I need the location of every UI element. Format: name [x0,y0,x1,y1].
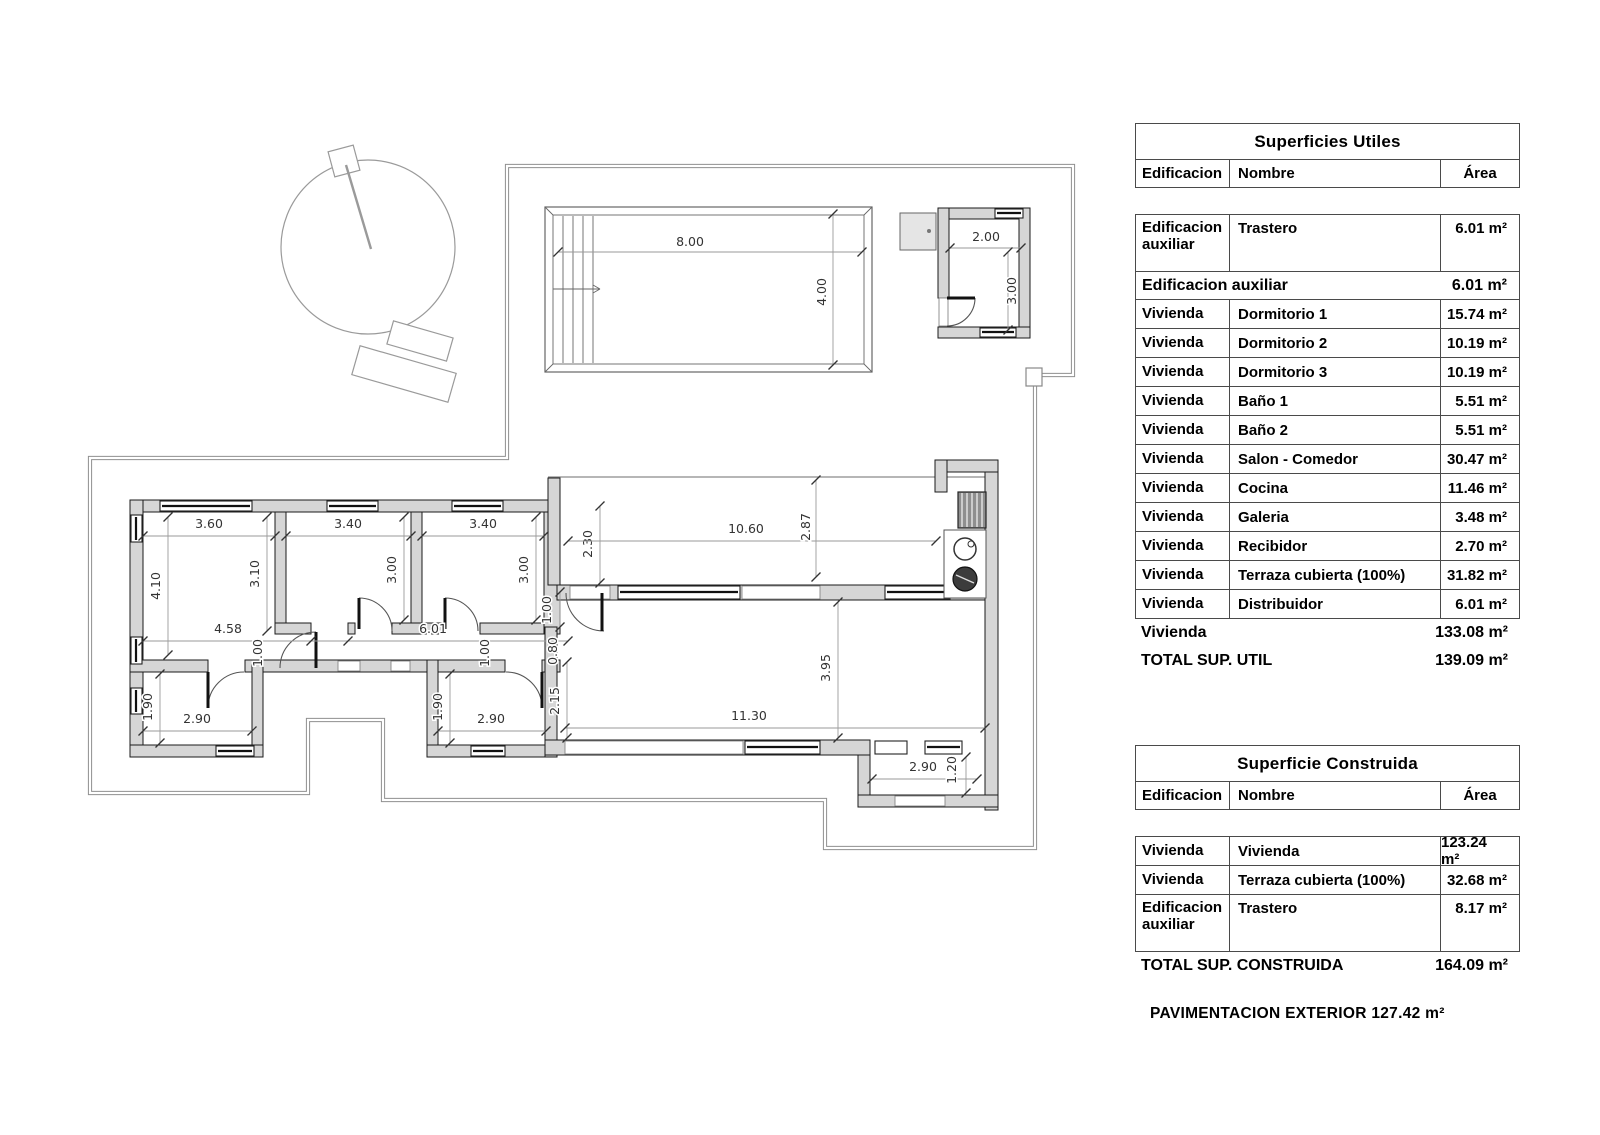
dimension-label: 8.00 [676,234,704,249]
dimension-label: 1.00 [477,639,492,667]
cell-area: 10.19 m² [1446,363,1507,381]
table-row [1136,502,1519,531]
table-row [1136,894,1519,951]
table-row [1136,415,1519,444]
dimension-label: 3.95 [818,654,833,682]
total-area: 164.09 m² [1435,957,1508,974]
table-totals [1135,619,1520,675]
table-header [1135,782,1520,810]
kitchen-fixtures [944,492,986,598]
table-title: Superficies Utiles [1135,123,1520,160]
cell-nombre: Vivienda [1229,837,1441,865]
garden-round-feature [281,145,456,402]
cell-nombre: Terraza cubierta (100%) [1229,561,1441,589]
dimension-label: 0.80 [545,637,560,665]
cell-edificacion: Vivienda [1142,362,1204,380]
table-row [1136,328,1519,357]
table-title: Superficie Construida [1135,745,1520,782]
total-row [1135,619,1520,647]
cell-area: 123.24 m² [1441,834,1487,868]
cell-area: 3.48 m² [1455,508,1507,526]
cell-area: 15.74 m² [1446,305,1507,323]
total-label: Vivienda [1141,624,1207,641]
total-label: TOTAL SUP. CONSTRUIDA [1141,957,1344,974]
column-header-area: Área [1463,165,1497,182]
total-area: 133.08 m² [1435,624,1508,641]
table-row [1136,386,1519,415]
cell-edificacion: Edificacion auxiliar [1142,219,1223,253]
table-row [1136,834,1519,868]
cell-nombre: Salon - Comedor [1229,445,1441,473]
dimension-label: 10.60 [728,521,764,536]
dimension-label: 2.90 [183,711,211,726]
table-body [1135,214,1520,619]
dimension-label: 1.00 [539,596,554,624]
cell-area: 11.46 m² [1447,479,1507,497]
dimension-label: 3.00 [516,556,531,584]
table-row [1136,865,1519,894]
cell-area: 6.01 m² [1455,220,1507,237]
cell-area: 5.51 m² [1455,421,1507,439]
total-row [1135,952,1520,980]
dimension-label: 2.15 [547,687,562,715]
dimension-label: 3.40 [334,516,362,531]
cell-nombre: Terraza cubierta (100%) [1229,866,1441,894]
cell-nombre: Recibidor [1229,532,1441,560]
dimension-label: 2.30 [580,530,595,558]
cell-edificacion: Vivienda [1142,449,1204,467]
cell-area: 5.51 m² [1455,392,1507,410]
cell-nombre: Trastero [1229,215,1441,271]
dimension-label: 11.30 [731,708,767,723]
cell-edificacion: Vivienda [1142,594,1204,612]
cell-edificacion: Vivienda [1142,420,1204,438]
cell-edificacion: Vivienda [1142,333,1204,351]
dimension-label: 6.01 [419,621,447,636]
cell-edificacion: Vivienda [1142,478,1204,496]
cell-nombre: Galeria [1229,503,1441,531]
cell-area: 31.82 m² [1446,566,1507,584]
cell-edificacion: Vivienda [1142,565,1204,583]
dimension-label: 2.90 [477,711,505,726]
dimension-label: 1.90 [430,693,445,721]
cell-edificacion: Vivienda [1142,507,1204,525]
cell-nombre: Distribuidor [1229,590,1441,618]
subtotal-label: Edificacion auxiliar [1142,276,1288,294]
table-row [1136,444,1519,473]
table-superficie-construida [1135,745,1520,980]
table-row [1136,473,1519,502]
column-header-nombre: Nombre [1229,782,1441,809]
column-header-edificacion: Edificacion [1142,787,1223,804]
dimension-label: 3.00 [384,556,399,584]
column-header-nombre: Nombre [1229,160,1441,187]
cell-edificacion: Vivienda [1142,391,1204,409]
gate-post [1026,368,1042,386]
cell-area: 6.01 m² [1455,595,1507,613]
cell-edificacion: Vivienda [1142,536,1204,554]
dimension-label: 1.00 [250,639,265,667]
cell-nombre: Dormitorio 2 [1229,329,1441,357]
dimension-label: 2.90 [909,759,937,774]
cell-edificacion: Vivienda [1142,841,1204,859]
dimension-label: 3.40 [469,516,497,531]
table-totals [1135,952,1520,980]
table-row [1136,215,1519,271]
dimension-label: 1.20 [944,756,959,784]
cell-nombre: Cocina [1229,474,1441,502]
table-row [1136,357,1519,386]
dimension-label: 2.87 [798,513,813,541]
cell-edificacion: Edificacion auxiliar [1142,899,1223,933]
table-row [1136,589,1519,618]
total-label: TOTAL SUP. UTIL [1141,652,1273,669]
dimension-label: 2.00 [972,229,1000,244]
cell-nombre: Baño 2 [1229,416,1441,444]
total-row [1135,647,1520,675]
subtotal-row [1136,271,1519,299]
column-header-area: Área [1463,787,1497,804]
table-header [1135,160,1520,188]
cell-edificacion: Vivienda [1142,304,1204,322]
dimension-label: 1.90 [140,693,155,721]
dimension-label: 4.10 [148,572,163,600]
dimension-label: 4.58 [214,621,242,636]
table-body [1135,836,1520,952]
cell-area: 30.47 m² [1446,450,1507,468]
dimension-label: 3.10 [247,560,262,588]
subtotal-area: 6.01 m² [1451,276,1507,294]
total-area: 139.09 m² [1435,652,1508,669]
cell-area: 8.17 m² [1455,900,1507,917]
table-row [1136,531,1519,560]
cell-nombre: Dormitorio 1 [1229,300,1441,328]
cell-nombre: Trastero [1229,895,1441,951]
pavimentacion-note: PAVIMENTACION EXTERIOR 127.42 m² [1150,1005,1445,1022]
dimension-label: 3.00 [1004,277,1019,305]
table-row [1136,560,1519,589]
table-row [1136,299,1519,328]
cell-nombre: Baño 1 [1229,387,1441,415]
cell-area: 2.70 m² [1455,537,1507,555]
dimension-label: 4.00 [814,278,829,306]
dimension-label: 3.60 [195,516,223,531]
column-header-edificacion: Edificacion [1142,165,1223,182]
cell-area: 32.68 m² [1446,871,1507,889]
table-superficies-utiles [1135,123,1520,675]
cell-edificacion: Vivienda [1142,870,1204,888]
cell-area: 10.19 m² [1446,334,1507,352]
meter-dot [927,229,931,233]
cell-nombre: Dormitorio 3 [1229,358,1441,386]
